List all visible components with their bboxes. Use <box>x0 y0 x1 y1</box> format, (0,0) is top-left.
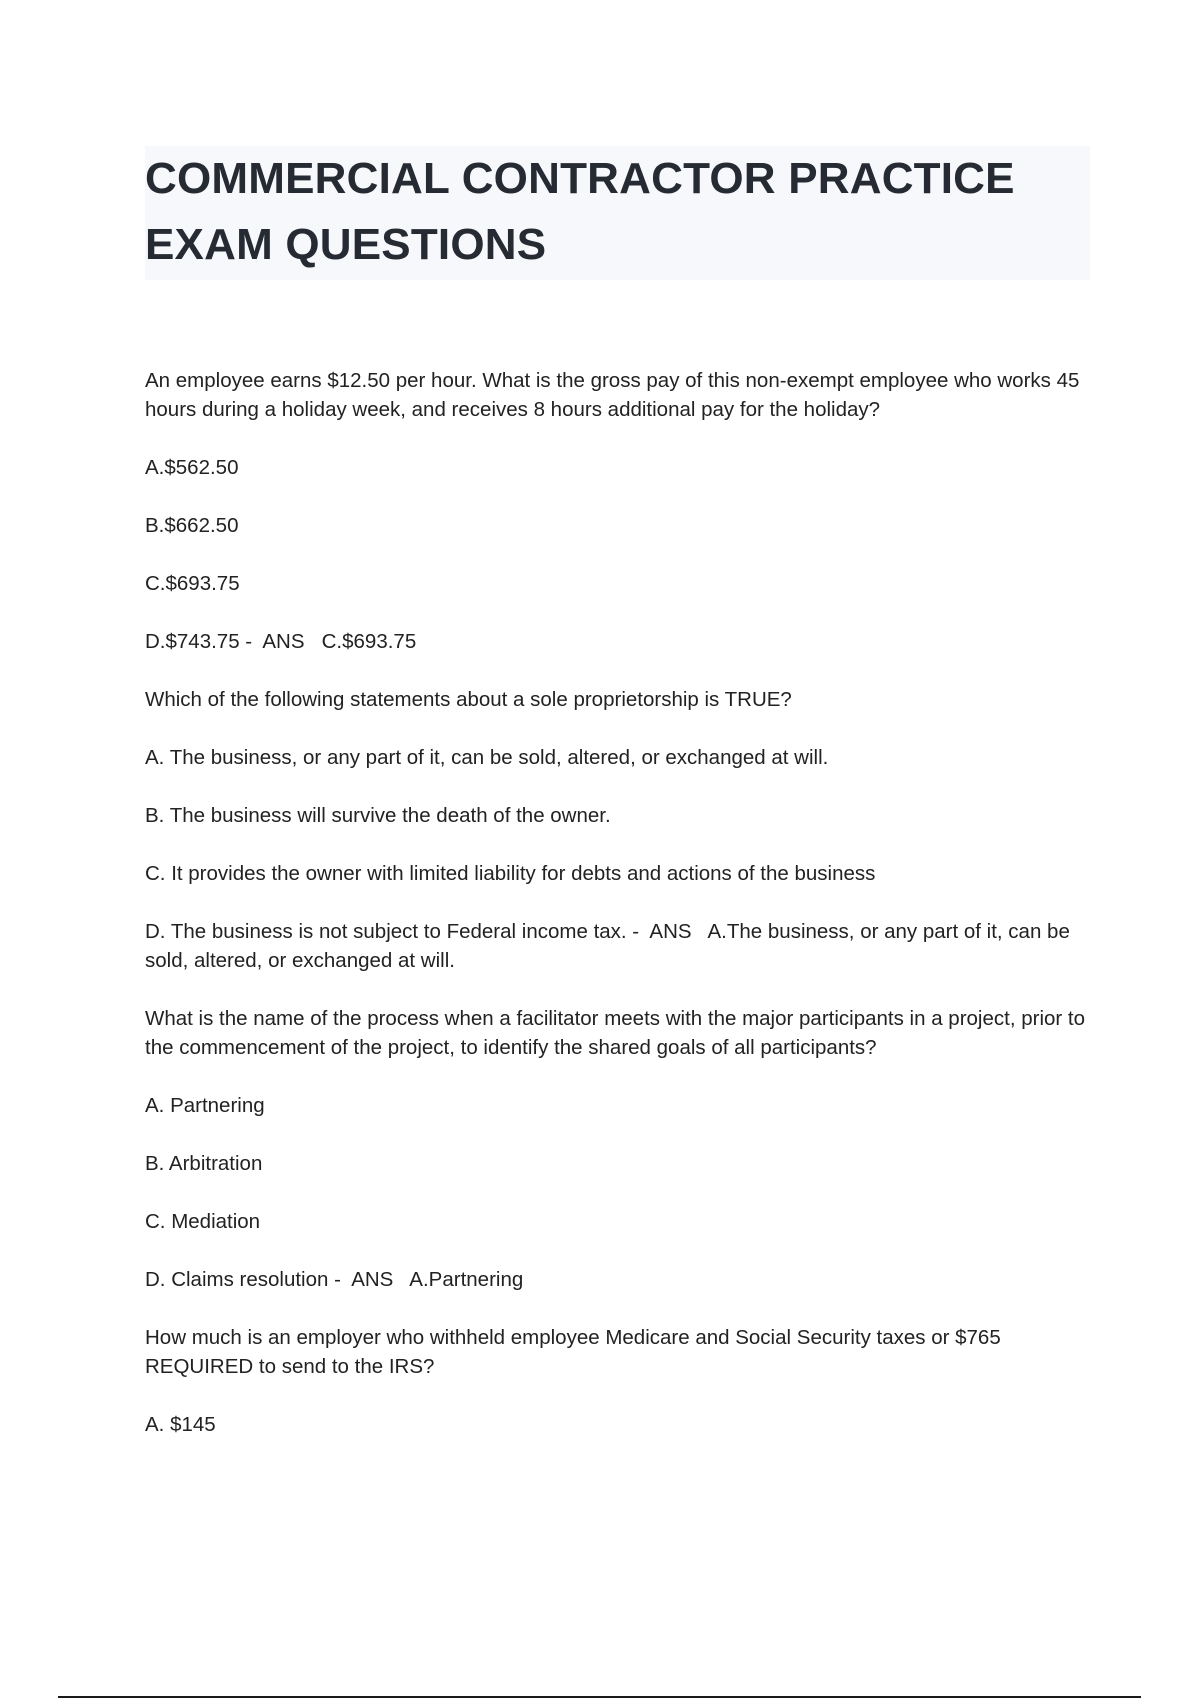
question-4-option-a: A. $145 <box>145 1413 216 1436</box>
question-2-option-b: B. The business will survive the death of the owner. <box>145 804 611 827</box>
question-3-prompt: What is the name of the process when a facilitator meets with the major participants in a project, prior to the commencement of the project, to identify the shared goals of all participants? <box>145 1007 1091 1059</box>
question-3-option-d-answer: D. Claims resolution - ANS A.Partnering <box>145 1268 524 1291</box>
question-4-prompt: How much is an employer who withheld employee Medicare and Social Security taxes or $765 REQUIRED to send to the IRS? <box>145 1326 1007 1378</box>
question-2-option-d-answer: D. The business is not subject to Federal income tax. - ANS A.The business, or any part of it, can be sold, altered, or exchanged at will. <box>145 920 1076 972</box>
footer-divider <box>58 1696 1141 1698</box>
question-2-option-a: A. The business, or any part of it, can be sold, altered, or exchanged at will. <box>145 746 829 769</box>
title-line-2: EXAM QUESTIONS <box>145 220 547 269</box>
question-2-prompt: Which of the following statements about a sole proprietorship is TRUE? <box>145 688 792 711</box>
document-title <box>145 146 1090 280</box>
question-3-option-b: B. Arbitration <box>145 1152 263 1175</box>
question-2-option-c: C. It provides the owner with limited liability for debts and actions of the business <box>145 862 876 885</box>
question-1-option-a: A.$562.50 <box>145 456 239 479</box>
question-3-option-a: A. Partnering <box>145 1094 265 1117</box>
question-1-option-b: B.$662.50 <box>145 514 239 537</box>
title-line-1: COMMERCIAL CONTRACTOR PRACTICE <box>145 154 1015 203</box>
question-1-option-d-answer: D.$743.75 - ANS C.$693.75 <box>145 630 417 653</box>
question-1-prompt: An employee earns $12.50 per hour. What is the gross pay of this non-exempt employee who works 45 hours during a holiday week, and receives 8 hours additional pay for the holiday? <box>145 369 1086 421</box>
question-list <box>145 366 1090 1468</box>
question-1-option-c: C.$693.75 <box>145 572 240 595</box>
question-3-option-c: C. Mediation <box>145 1210 261 1233</box>
